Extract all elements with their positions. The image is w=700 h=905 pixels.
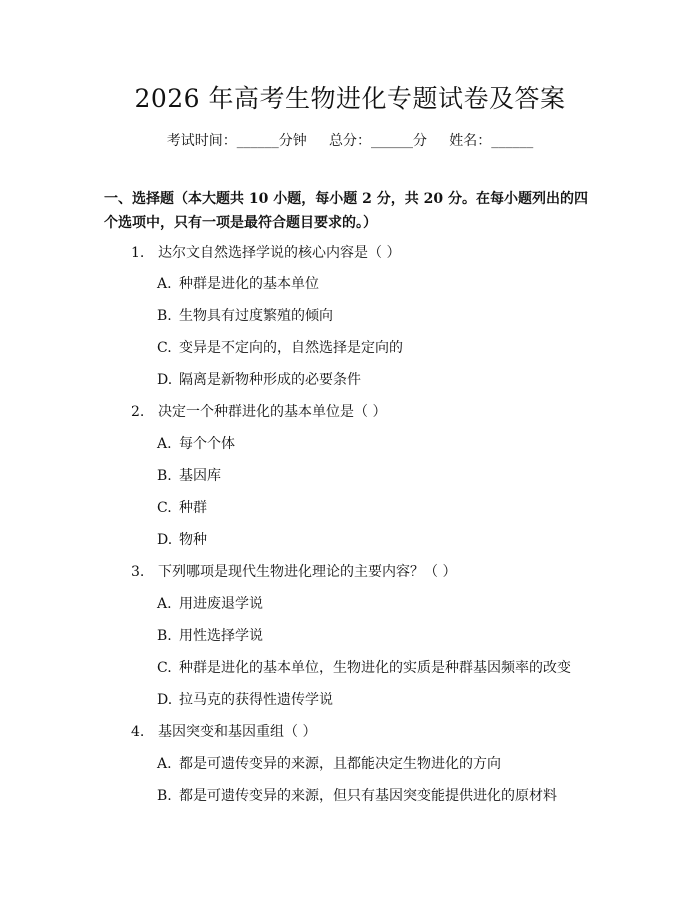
question-2-option-c	[157, 498, 207, 518]
option-letter: A.	[157, 756, 172, 772]
question-text: 达尔文自然选择学说的核心内容是（ ）	[158, 245, 401, 261]
question-number: 1.	[131, 245, 145, 261]
question-3-option-a	[157, 594, 263, 614]
question-number: 2.	[131, 404, 145, 420]
question-text: 下列哪项是现代生物进化理论的主要内容？（ ）	[158, 564, 457, 580]
option-letter: B.	[157, 308, 172, 324]
option-text: 生物具有过度繁殖的倾向	[179, 308, 333, 324]
option-letter: C.	[157, 500, 172, 516]
page-title: 2026 年高考生物进化专题试卷及答案	[134, 84, 566, 113]
option-letter: D.	[157, 692, 173, 708]
question-4	[131, 722, 316, 742]
option-text: 种群是进化的基本单位	[179, 276, 319, 292]
question-text: 基因突变和基因重组（ ）	[158, 724, 317, 740]
option-text: 隔离是新物种形成的必要条件	[179, 372, 361, 388]
option-text: 都是可遗传变异的来源，且都能决定生物进化的方向	[179, 756, 501, 772]
question-1-option-a	[157, 274, 319, 294]
option-letter: D.	[157, 532, 173, 548]
option-letter: C.	[157, 660, 172, 676]
option-letter: B.	[157, 788, 172, 804]
question-3-option-b	[157, 626, 263, 646]
option-text: 种群是进化的基本单位，生物进化的实质是种群基因频率的改变	[179, 660, 571, 676]
question-2-option-d	[157, 530, 207, 550]
option-letter: A.	[157, 596, 172, 612]
question-2-option-a	[157, 434, 235, 454]
option-letter: D.	[157, 372, 173, 388]
option-text: 用性选择学说	[179, 628, 263, 644]
option-text: 都是可遗传变异的来源，但只有基因突变能提供进化的原材料	[179, 788, 557, 804]
question-3-option-c	[157, 658, 571, 678]
question-4-option-b	[157, 786, 557, 806]
question-number: 3.	[131, 564, 145, 580]
question-1-option-b	[157, 306, 333, 326]
question-2-option-b	[157, 466, 221, 486]
question-2	[131, 402, 386, 422]
option-text: 拉马克的获得性遗传学说	[179, 692, 333, 708]
option-text: 物种	[179, 532, 207, 548]
question-1-option-c	[157, 338, 403, 358]
option-text: 变异是不定向的，自然选择是定向的	[179, 340, 403, 356]
option-text: 种群	[179, 500, 207, 516]
question-3-option-d	[157, 690, 333, 710]
option-letter: B.	[157, 468, 172, 484]
question-1	[131, 243, 400, 263]
question-4-option-a	[157, 754, 501, 774]
option-text: 每个个体	[179, 436, 235, 452]
option-text: 基因库	[179, 468, 221, 484]
section-heading: 一、选择题（本大题共 10 小题，每小题 2 分，共 20 分。在每小题列出的四个选项中，只有一项是最符合题目要求的。）	[104, 191, 588, 231]
option-letter: B.	[157, 628, 172, 644]
option-letter: A.	[157, 276, 172, 292]
question-3	[131, 562, 456, 582]
question-1-option-d	[157, 370, 361, 390]
exam-meta-line: 考试时间：______分钟 总分：______分 姓名：______	[166, 133, 534, 149]
option-letter: A.	[157, 436, 172, 452]
question-number: 4.	[131, 724, 145, 740]
question-text: 决定一个种群进化的基本单位是（ ）	[158, 404, 387, 420]
option-text: 用进废退学说	[179, 596, 263, 612]
option-letter: C.	[157, 340, 172, 356]
